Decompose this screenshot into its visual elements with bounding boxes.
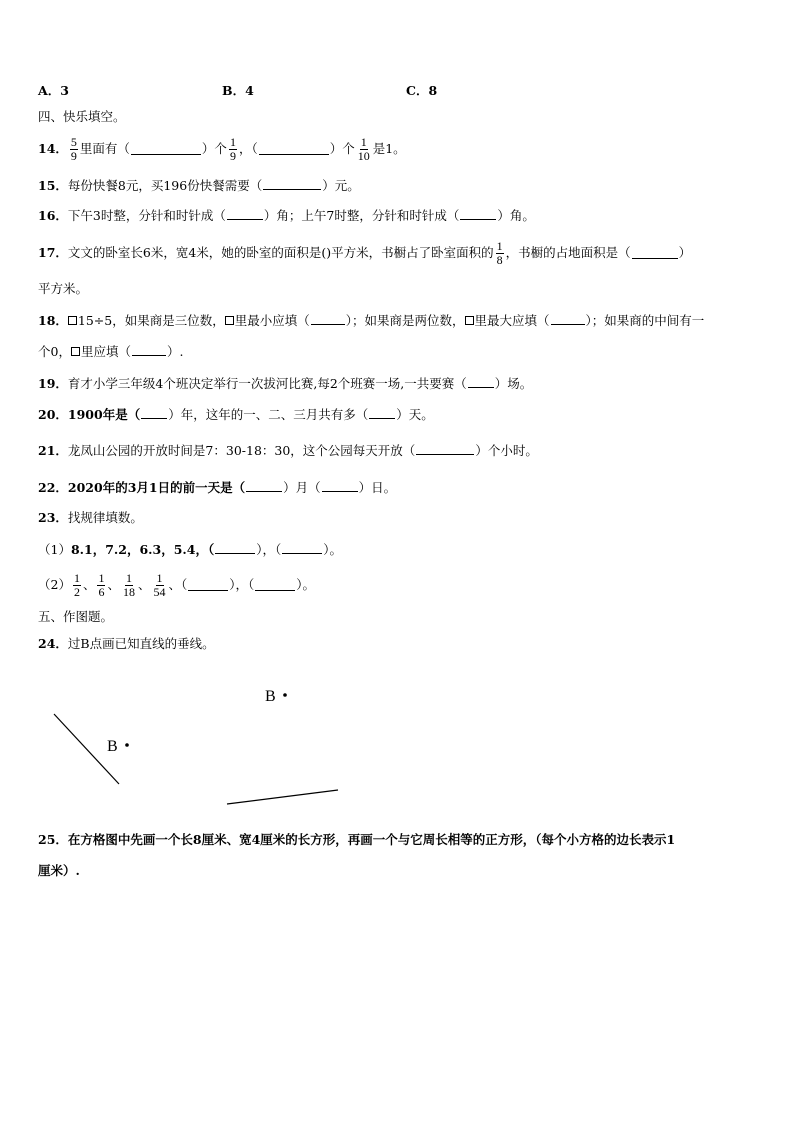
choice-a: A．3 <box>38 83 69 98</box>
answer-blank[interactable] <box>416 444 474 455</box>
answer-blank[interactable] <box>246 481 282 492</box>
box-placeholder <box>68 316 77 325</box>
answer-blank[interactable] <box>322 481 358 492</box>
fraction: $\frac{1}{10}$ <box>357 134 370 163</box>
question-15: 15．每份快餐8元，买196份快餐需要（ ）元。 <box>38 178 360 193</box>
fraction: $\frac{1}{9}$ <box>229 134 236 163</box>
answer-blank[interactable] <box>131 144 201 155</box>
box-placeholder <box>465 316 474 325</box>
question-number: 22． <box>38 480 68 495</box>
point-b-1 <box>283 693 287 697</box>
answer-blank[interactable] <box>468 377 494 388</box>
answer-blank[interactable] <box>255 580 295 591</box>
point-b-2 <box>125 743 129 747</box>
question-25-line2: 厘米）. <box>38 863 80 878</box>
question-23-part-1: （1）8.1，7.2，6.3，5.4，（ ），（ ）。 <box>38 542 342 557</box>
answer-blank[interactable] <box>215 543 255 554</box>
question-19: 19．育才小学三年级4个班决定举行一次拔河比赛,每2个班赛一场,一共要赛（ ）场。 <box>38 376 533 391</box>
fraction: $\frac{1}{6}$ <box>98 570 105 599</box>
question-number: 19． <box>38 376 68 391</box>
question-24: 24．过B点画已知直线的垂线。 <box>38 636 215 651</box>
box-placeholder <box>71 347 80 356</box>
question-23-part-2: （2） $\frac{1}{2}$ 、 $\frac{1}{6}$ 、 $\frac{1}{18}$ 、 $\frac{1}{54}$ 、（ ），（ ）。 <box>38 570 316 599</box>
answer-blank[interactable] <box>188 580 228 591</box>
question-16: 16．下午3时整，分针和时针成（ ）角；上午7时整，分针和时针成（ ）角。 <box>38 208 535 223</box>
question-number: 20． <box>38 407 68 422</box>
answer-blank[interactable] <box>551 314 585 325</box>
question-number: 23． <box>38 510 68 525</box>
question-number: 15． <box>38 178 68 193</box>
question-number: 16． <box>38 208 68 223</box>
choice-c: C．8 <box>406 83 438 98</box>
box-placeholder <box>225 316 234 325</box>
answer-blank[interactable] <box>632 248 678 259</box>
question-number: 21． <box>38 443 68 458</box>
fraction: $\frac{1}{8}$ <box>496 238 503 267</box>
question-number: 14． <box>38 140 68 156</box>
answer-blank[interactable] <box>263 179 321 190</box>
given-line-2 <box>227 790 338 804</box>
question-number: 24． <box>38 636 68 651</box>
question-number: 17． <box>38 244 68 260</box>
answer-blank[interactable] <box>282 543 322 554</box>
answer-blank[interactable] <box>227 209 263 220</box>
question-23: 23．找规律填数。 <box>38 510 143 525</box>
answer-blank[interactable] <box>311 314 345 325</box>
answer-blank[interactable] <box>369 408 395 419</box>
question-22: 22．2020年的3月1日的前一天是（ ）月（ ）日。 <box>38 480 397 495</box>
answer-blank[interactable] <box>259 144 329 155</box>
question-14: 14． $\frac{5}{9}$ 里面有（ ）个 $\frac{1}{9}$ ，（ ）个 $\frac{1}{10}$ 是1。 <box>38 134 406 163</box>
question-17-line2: 平方米。 <box>38 281 89 296</box>
question-20: 20．1900年是（ ）年，这年的一、二、三月共有多（ ）天。 <box>38 407 434 422</box>
section-4-title: 四、快乐填空。 <box>38 109 126 124</box>
answer-blank[interactable] <box>141 408 167 419</box>
fraction: $\frac{1}{54}$ <box>153 570 166 599</box>
question-17: 17． 文文的卧室长6米，宽4米，她的卧室的面积是()平方米，书橱占了卧室面积的 $\frac{1}{8}$ ，书橱的占地面积是（ ） <box>38 238 692 267</box>
choice-b: B．4 <box>222 83 254 98</box>
question-number: 18． <box>38 313 68 328</box>
perpendicular-figure <box>0 670 794 820</box>
fraction: $\frac{1}{18}$ <box>122 570 135 599</box>
point-b-label-2: B <box>107 738 118 755</box>
question-18-line2: 个0， 里应填（ ）. <box>38 344 184 359</box>
question-number: 25． <box>38 832 68 847</box>
question-25: 25．在方格图中先画一个长8厘米、宽4厘米的长方形，再画一个与它周长相等的正方形，（每个小方格的边长表示1 <box>38 832 676 847</box>
answer-blank[interactable] <box>460 209 496 220</box>
section-5-title: 五、作图题。 <box>38 609 114 624</box>
fraction: $\frac{1}{2}$ <box>73 570 80 599</box>
question-21: 21．龙凤山公园的开放时间是7：30-18：30，这个公园每天开放（ ）个小时。 <box>38 443 538 458</box>
point-b-label-1: B <box>265 688 276 705</box>
question-18: 18． 15÷5，如果商是三位数， 里最小应填（ ）；如果商是两位数， 里最大应填（ ）；如果商的中间有一 <box>38 313 705 328</box>
answer-blank[interactable] <box>132 345 166 356</box>
fraction: $\frac{5}{9}$ <box>70 134 77 163</box>
